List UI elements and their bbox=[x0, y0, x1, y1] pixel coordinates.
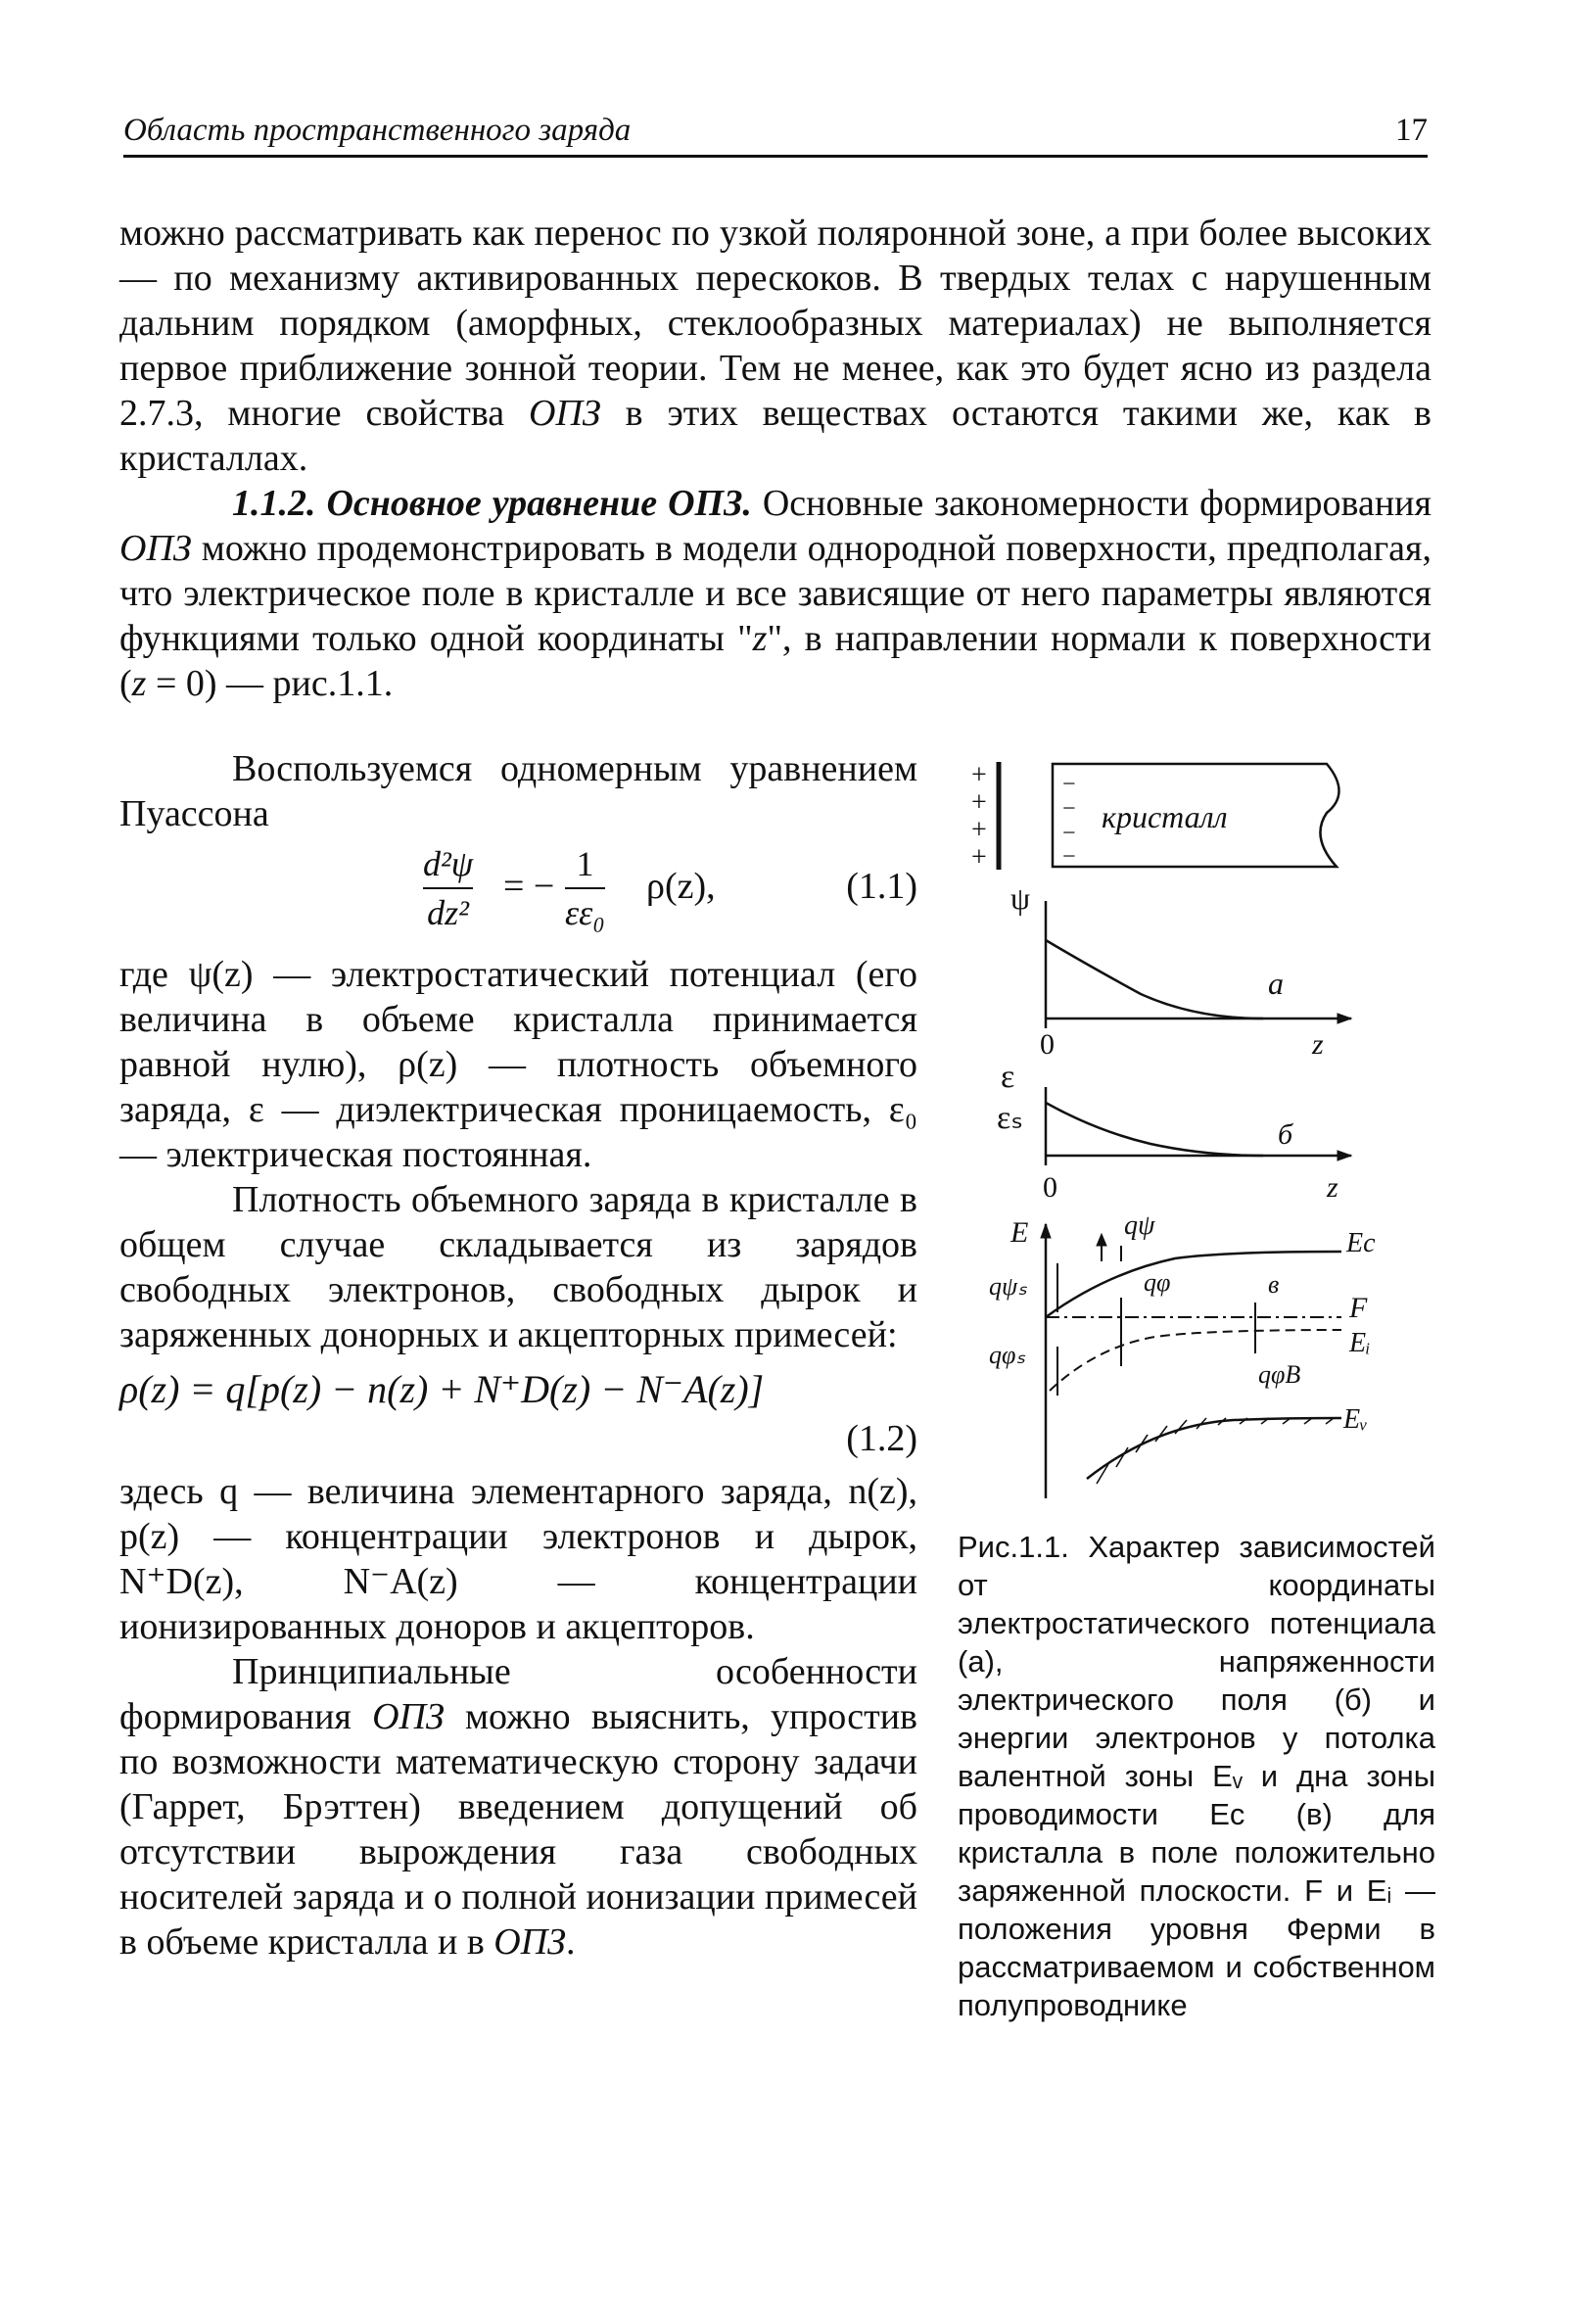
crystal-box bbox=[1053, 764, 1339, 870]
section-paragraph: 1.1.2. Основное уравнение ОПЗ. Основные закономерности формирования ОПЗ можно продемонстрировать в модели однородной поверхности, предполагая, что электрическое поле в кристалле и все зависящие от него параметры являются функциями только одной координаты "z", в направлении нормали к поверхности (z = 0) — рис.1.1. bbox=[119, 483, 1432, 704]
principles-paragraph: Принципиальные особенности формирования ОПЗ можно выяснить, упростив по возможности математическую сторону задачи (Гаррет, Брэттен) введением допущений об отсутствии вырождения газа свободных носителей заряда и о полной ионизации примесей в объеме кристалла и в ОПЗ. bbox=[119, 1651, 917, 1963]
equation-2 bbox=[119, 1357, 917, 1459]
svg-text:Eᵥ: Eᵥ bbox=[1343, 1404, 1368, 1435]
poisson-intro: Воспользуемся одномерным уравнением Пуассона bbox=[119, 748, 917, 834]
eq1-number: (1.1) bbox=[846, 866, 917, 907]
svg-text:б: б bbox=[1278, 1118, 1293, 1151]
svg-text:−: − bbox=[1062, 796, 1076, 822]
eq1-fraction-2: 1 εε₀ bbox=[565, 844, 605, 932]
svg-text:z: z bbox=[1312, 1028, 1324, 1061]
svg-text:−: − bbox=[1062, 772, 1076, 797]
svg-text:+: + bbox=[971, 842, 987, 873]
svg-text:+: + bbox=[971, 815, 987, 845]
svg-text:qφₛ: qφₛ bbox=[989, 1341, 1026, 1369]
eq1-fraction: d²ψ dz² bbox=[423, 844, 474, 932]
svg-text:−: − bbox=[1062, 821, 1076, 846]
svg-text:Eᵢ: Eᵢ bbox=[1349, 1328, 1371, 1358]
svg-text:qφ: qφ bbox=[1144, 1268, 1171, 1297]
svg-text:Eс: Eс bbox=[1346, 1228, 1376, 1258]
svg-text:qψₛ: qψₛ bbox=[989, 1272, 1027, 1301]
equation-1: d²ψ dz² = − 1 εε₀ ρ(z), (1.1) bbox=[423, 844, 917, 932]
svg-text:0: 0 bbox=[1043, 1171, 1057, 1204]
svg-text:в: в bbox=[1268, 1270, 1280, 1299]
figure-diagram bbox=[940, 754, 1430, 1508]
panel-a-potential bbox=[1010, 880, 1351, 1061]
where-paragraph: где ψ(z) — электростатический потенциал (его величина в объеме кристалла принимается равной нулю), ρ(z) — плотность объемного заряда, ε — диэлектрическая проницаемость, ε₀ — электрическая постоянная. bbox=[119, 954, 917, 1175]
svg-text:F: F bbox=[1349, 1292, 1368, 1324]
svg-text:qψ: qψ bbox=[1124, 1210, 1155, 1241]
svg-text:+: + bbox=[971, 760, 987, 790]
svg-text:ε: ε bbox=[1001, 1059, 1015, 1095]
panel-b-field bbox=[997, 1059, 1351, 1204]
svg-text:qφB: qφB bbox=[1258, 1360, 1301, 1389]
running-header bbox=[123, 110, 1428, 158]
svg-text:z: z bbox=[1327, 1171, 1338, 1204]
svg-text:−: − bbox=[1062, 844, 1076, 870]
crystal-label: кристалл bbox=[1102, 799, 1228, 834]
left-column bbox=[119, 746, 917, 1965]
svg-text:+: + bbox=[971, 787, 987, 818]
charged-plane bbox=[971, 760, 999, 873]
density-paragraph: Плотность объемного заряда в кристалле в общем случае складывается из зарядов свободных электронов, свободных дырок и заряженных донорных и акцепторных примесей: bbox=[119, 1179, 917, 1355]
figure-1-1 bbox=[940, 754, 1430, 1508]
section-heading: 1.1.2. Основное уравнение ОПЗ. bbox=[232, 483, 752, 524]
running-title: Область пространственного заряда bbox=[123, 113, 632, 148]
svg-text:E: E bbox=[1010, 1216, 1029, 1249]
panel-v-bands bbox=[989, 1210, 1376, 1498]
svg-text:0: 0 bbox=[1040, 1028, 1055, 1061]
svg-text:а: а bbox=[1268, 966, 1284, 1001]
full-width-text bbox=[119, 211, 1432, 706]
page-number: 17 bbox=[1395, 113, 1428, 148]
intro-paragraph: можно рассматривать как перенос по узкой поляронной зоне, а при более высоких — по механизму активированных перескоков. В твердых телах с нарушенным дальним порядком (аморфных, стеклообразных материалах) не выполняется первое приближение зонной теории. Тем не менее, как это будет ясно из раздела 2.7.3, многие свойства ОПЗ в этих веществах остаются такими же, как в кристаллах. bbox=[119, 213, 1432, 479]
abbr-opz: ОПЗ bbox=[119, 528, 192, 569]
abbr-opz: ОПЗ bbox=[529, 393, 601, 434]
here-paragraph: здесь q — величина элементарного заряда, n(z), p(z) — концентрации электронов и дырок, N⁺D(z), N⁻A(z) — концентрации ионизированных доноров и акцепторов. bbox=[119, 1471, 917, 1647]
figure-caption: Рис.1.1. Характер зависимостей от координаты электростатического потенциала (а), напряженности электрического поля (б) и энергии электронов у потолка валентной зоны Eᵥ и дна зоны проводимости Eс (в) для кристалла в поле положительно заряженной плоскости. F и Eᵢ — положения уровня Ферми в рассматриваемом и собственном полупроводнике bbox=[958, 1530, 1435, 2022]
svg-text:ψ: ψ bbox=[1010, 880, 1031, 916]
eq2-number: (1.2) bbox=[846, 1418, 917, 1459]
svg-text:εₛ: εₛ bbox=[997, 1100, 1023, 1136]
eq2-formula: ρ(z) = q[p(z) − n(z) + N⁺D(z) − N⁻A(z)] bbox=[119, 1367, 765, 1411]
